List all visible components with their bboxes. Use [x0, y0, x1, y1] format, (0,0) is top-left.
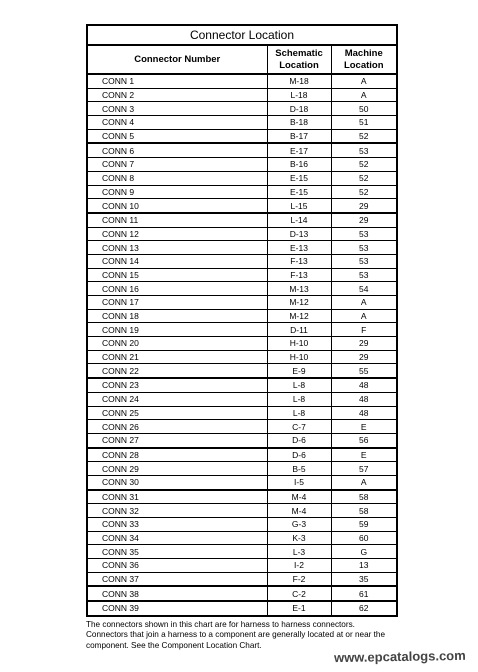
connector-number-cell: CONN 8	[87, 171, 267, 185]
table-row	[87, 448, 397, 462]
schematic-location-cell: B-16	[267, 158, 331, 172]
connector-location-table	[86, 24, 398, 617]
schematic-location-cell: B-17	[267, 129, 331, 143]
machine-location-cell: A	[331, 74, 397, 88]
machine-location-cell: E	[331, 420, 397, 434]
connector-number-cell: CONN 23	[87, 378, 267, 392]
connector-number-cell: CONN 4	[87, 116, 267, 130]
connector-number-cell: CONN 20	[87, 337, 267, 351]
connector-number-cell: CONN 35	[87, 545, 267, 559]
schematic-location-cell: L-8	[267, 406, 331, 420]
machine-location-cell: F	[331, 323, 397, 337]
table-row	[87, 504, 397, 518]
table-row	[87, 559, 397, 573]
schematic-location-cell: H-10	[267, 337, 331, 351]
machine-location-cell: 52	[331, 185, 397, 199]
machine-location-cell: 62	[331, 601, 397, 616]
table-row	[87, 406, 397, 420]
machine-location-cell: 53	[331, 143, 397, 157]
machine-location-cell: 48	[331, 392, 397, 406]
schematic-location-cell: E-1	[267, 601, 331, 616]
schematic-location-cell: L-14	[267, 213, 331, 227]
connector-number-cell: CONN 6	[87, 143, 267, 157]
schematic-location-cell: B-5	[267, 462, 331, 476]
table-row	[87, 323, 397, 337]
table-row	[87, 296, 397, 310]
schematic-location-cell: M-12	[267, 296, 331, 310]
schematic-location-cell: E-17	[267, 143, 331, 157]
machine-location-cell: G	[331, 545, 397, 559]
schematic-location-cell: D-6	[267, 448, 331, 462]
table-row	[87, 518, 397, 532]
machine-location-cell: 29	[331, 199, 397, 213]
connector-number-cell: CONN 37	[87, 572, 267, 586]
machine-location-cell: 58	[331, 504, 397, 518]
machine-location-cell: 52	[331, 171, 397, 185]
table-row	[87, 601, 397, 616]
schematic-location-cell: H-10	[267, 350, 331, 364]
connector-number-cell: CONN 15	[87, 268, 267, 282]
table-row	[87, 227, 397, 241]
connector-number-cell: CONN 21	[87, 350, 267, 364]
machine-location-cell: 61	[331, 586, 397, 601]
machine-location-cell: 53	[331, 241, 397, 255]
machine-location-cell: 29	[331, 213, 397, 227]
table-row	[87, 199, 397, 213]
schematic-location-cell: D-6	[267, 433, 331, 447]
connector-number-cell: CONN 39	[87, 601, 267, 616]
machine-location-cell: 52	[331, 129, 397, 143]
watermark: www.epcatalogs.com	[334, 647, 467, 666]
table-row	[87, 129, 397, 143]
table-row	[87, 350, 397, 364]
connector-number-cell: CONN 14	[87, 254, 267, 268]
table-row	[87, 309, 397, 323]
connector-number-cell: CONN 33	[87, 518, 267, 532]
machine-location-cell: 54	[331, 282, 397, 296]
connector-number-cell: CONN 13	[87, 241, 267, 255]
schematic-location-cell: D-18	[267, 102, 331, 116]
table-row	[87, 586, 397, 601]
connector-number-cell: CONN 38	[87, 586, 267, 601]
connector-number-cell: CONN 10	[87, 199, 267, 213]
connector-number-cell: CONN 24	[87, 392, 267, 406]
machine-location-cell: 60	[331, 531, 397, 545]
connector-number-cell: CONN 31	[87, 490, 267, 504]
schematic-location-cell: M-12	[267, 309, 331, 323]
connector-number-cell: CONN 29	[87, 462, 267, 476]
table-row	[87, 490, 397, 504]
schematic-location-cell: L-15	[267, 199, 331, 213]
table-row	[87, 158, 397, 172]
connector-number-cell: CONN 25	[87, 406, 267, 420]
schematic-location-cell: K-3	[267, 531, 331, 545]
schematic-location-cell: E-9	[267, 364, 331, 378]
table-row	[87, 268, 397, 282]
machine-location-cell: 55	[331, 364, 397, 378]
machine-location-cell: 52	[331, 158, 397, 172]
header-machine-location: Machine Location	[331, 45, 397, 74]
connector-number-cell: CONN 17	[87, 296, 267, 310]
schematic-location-cell: F-2	[267, 572, 331, 586]
schematic-location-cell: D-13	[267, 227, 331, 241]
machine-location-cell: A	[331, 296, 397, 310]
connector-number-cell: CONN 26	[87, 420, 267, 434]
table-body	[87, 74, 397, 616]
table-row	[87, 213, 397, 227]
schematic-location-cell: M-4	[267, 490, 331, 504]
table-row	[87, 572, 397, 586]
machine-location-cell: E	[331, 448, 397, 462]
machine-location-cell: 50	[331, 102, 397, 116]
schematic-location-cell: M-18	[267, 74, 331, 88]
table-row	[87, 143, 397, 157]
table-row	[87, 420, 397, 434]
schematic-location-cell: D-11	[267, 323, 331, 337]
table-row	[87, 171, 397, 185]
table-row	[87, 378, 397, 392]
table-row	[87, 185, 397, 199]
table-row	[87, 531, 397, 545]
connector-number-cell: CONN 16	[87, 282, 267, 296]
schematic-location-cell: C-2	[267, 586, 331, 601]
schematic-location-cell: M-4	[267, 504, 331, 518]
machine-location-cell: 13	[331, 559, 397, 573]
machine-location-cell: 58	[331, 490, 397, 504]
machine-location-cell: 48	[331, 378, 397, 392]
table-row	[87, 116, 397, 130]
connector-number-cell: CONN 32	[87, 504, 267, 518]
machine-location-cell: 48	[331, 406, 397, 420]
table-row	[87, 102, 397, 116]
machine-location-cell: 35	[331, 572, 397, 586]
table-row	[87, 433, 397, 447]
connector-number-cell: CONN 9	[87, 185, 267, 199]
machine-location-cell: 53	[331, 254, 397, 268]
connector-number-cell: CONN 1	[87, 74, 267, 88]
machine-location-cell: 29	[331, 350, 397, 364]
machine-location-cell: 56	[331, 433, 397, 447]
machine-location-cell: A	[331, 309, 397, 323]
schematic-location-cell: L-3	[267, 545, 331, 559]
schematic-location-cell: I-2	[267, 559, 331, 573]
schematic-location-cell: E-15	[267, 171, 331, 185]
machine-location-cell: 59	[331, 518, 397, 532]
connector-number-cell: CONN 34	[87, 531, 267, 545]
schematic-location-cell: F-13	[267, 254, 331, 268]
schematic-location-cell: I-5	[267, 475, 331, 489]
schematic-location-cell: C-7	[267, 420, 331, 434]
connector-number-cell: CONN 19	[87, 323, 267, 337]
machine-location-cell: 51	[331, 116, 397, 130]
schematic-location-cell: L-8	[267, 392, 331, 406]
connector-number-cell: CONN 7	[87, 158, 267, 172]
machine-location-cell: 53	[331, 268, 397, 282]
connector-number-cell: CONN 11	[87, 213, 267, 227]
table-row	[87, 337, 397, 351]
schematic-location-cell: L-18	[267, 88, 331, 102]
connector-number-cell: CONN 36	[87, 559, 267, 573]
connector-number-cell: CONN 3	[87, 102, 267, 116]
table-row	[87, 392, 397, 406]
schematic-location-cell: E-13	[267, 241, 331, 255]
header-connector-number: Connector Number	[87, 45, 267, 74]
table-row	[87, 254, 397, 268]
table-row	[87, 475, 397, 489]
table-row	[87, 282, 397, 296]
connector-location-document	[86, 24, 396, 652]
machine-location-cell: 57	[331, 462, 397, 476]
schematic-location-cell: G-3	[267, 518, 331, 532]
machine-location-cell: A	[331, 88, 397, 102]
connector-number-cell: CONN 5	[87, 129, 267, 143]
connector-number-cell: CONN 30	[87, 475, 267, 489]
connector-number-cell: CONN 27	[87, 433, 267, 447]
schematic-location-cell: F-13	[267, 268, 331, 282]
connector-number-cell: CONN 2	[87, 88, 267, 102]
schematic-location-cell: M-13	[267, 282, 331, 296]
schematic-location-cell: L-8	[267, 378, 331, 392]
connector-number-cell: CONN 12	[87, 227, 267, 241]
schematic-location-cell: E-15	[267, 185, 331, 199]
table-row	[87, 74, 397, 88]
table-row	[87, 364, 397, 378]
table-row	[87, 545, 397, 559]
table-row	[87, 462, 397, 476]
footnote: The connectors shown in this chart are for harness to harness connectors. Connectors that join a harness to a component are generally located at or near the component. See the Component Location Chart.	[86, 619, 386, 650]
table-row	[87, 88, 397, 102]
header-schematic-location: Schematic Location	[267, 45, 331, 74]
table-title: Connector Location	[87, 25, 397, 45]
schematic-location-cell: B-18	[267, 116, 331, 130]
machine-location-cell: 29	[331, 337, 397, 351]
connector-number-cell: CONN 18	[87, 309, 267, 323]
machine-location-cell: A	[331, 475, 397, 489]
connector-number-cell: CONN 28	[87, 448, 267, 462]
connector-number-cell: CONN 22	[87, 364, 267, 378]
machine-location-cell: 53	[331, 227, 397, 241]
table-row	[87, 241, 397, 255]
